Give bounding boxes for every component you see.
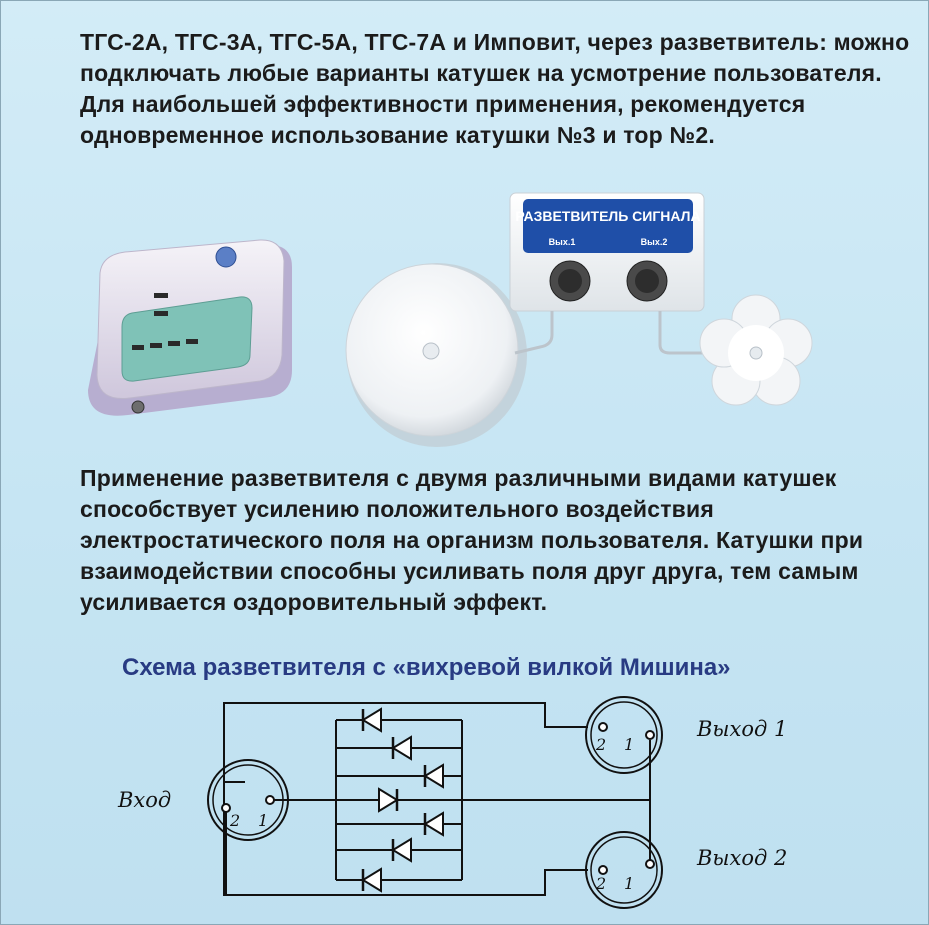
output-1-pin-2: 2 bbox=[596, 735, 607, 754]
output-2-connector bbox=[586, 832, 662, 908]
schema-title: Схема разветвителя с «вихревой вилкой Мишина» bbox=[122, 654, 731, 681]
input-pin-1: 1 bbox=[258, 811, 269, 830]
torus-coil bbox=[700, 295, 812, 405]
output-2-pin-1: 1 bbox=[624, 874, 635, 893]
splitter-title: РАЗВЕТВИТЕЛЬ СИГНАЛА bbox=[515, 208, 701, 224]
splitter-box bbox=[510, 193, 704, 311]
input-pin-2: 2 bbox=[230, 811, 241, 830]
benefit-paragraph: Применение разветвителя с двумя различными видами катушек способствует усилению положительного воздействия электростатического поля на организм пользователя. Катушки при взаимодействии способны усиливать поля друг друга, тем самым усиливается оздоровительный эффект. bbox=[80, 465, 864, 615]
generator-device bbox=[88, 240, 292, 416]
splitter-out-2-label: Вых.2 bbox=[640, 237, 668, 247]
input-label: Вход bbox=[118, 788, 172, 812]
splitter-schematic bbox=[0, 690, 929, 925]
disc-coil bbox=[346, 263, 527, 447]
product-illustration bbox=[70, 185, 850, 455]
splitter-out-1-label: Вых.1 bbox=[548, 237, 576, 247]
intro-paragraph: ТГС-2А, ТГС-3А, ТГС-5А, ТГС-7А и Имповит, через разветвитель: можно подключать любые варианты катушек на усмотрение пользователя. Для наибольшей эффективности применения, рекомендуется одновременное использование катушки №3 и тор №2. bbox=[80, 29, 910, 148]
output-2-pin-2: 2 bbox=[596, 874, 607, 893]
output-1-connector bbox=[586, 697, 662, 773]
output-2-label: Выход 2 bbox=[697, 846, 788, 870]
output-1-label: Выход 1 bbox=[697, 717, 788, 741]
output-1-pin-1: 1 bbox=[624, 735, 635, 754]
